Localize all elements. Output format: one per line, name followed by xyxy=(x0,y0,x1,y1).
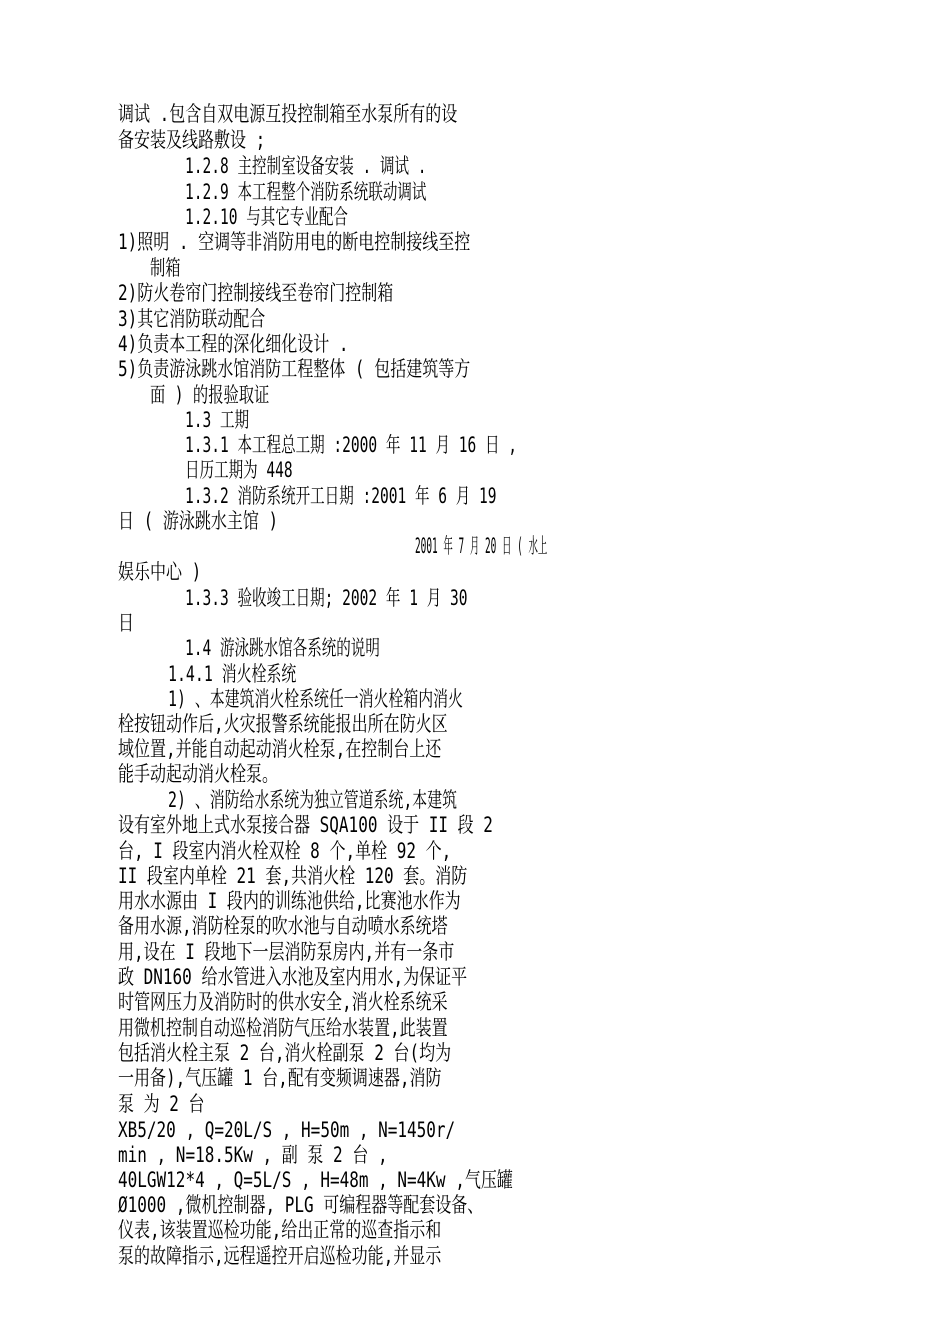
text-line: 2) 、消防给水系统为独立管道系统,本建筑 xyxy=(168,788,457,812)
text-line: 包括消火栓主泵 2 台,消火栓副泵 2 台(均为 xyxy=(118,1041,452,1065)
text-line: 域位置,并能自动起动消火栓泵,在控制台上还 xyxy=(118,737,442,761)
text-line: 能手动起动消火栓泵。 xyxy=(118,762,279,786)
text-line: 娱乐中心 ) xyxy=(118,560,202,584)
text-line: 栓按钮动作后,火灾报警系统能报出所在防火区 xyxy=(118,712,448,736)
text-line: 1.4.1 消火栓系统 xyxy=(168,662,297,686)
text-line: 1.4 游泳跳水馆各系统的说明 xyxy=(185,636,380,660)
text-line: 1.3.2 消防系统开工日期 :2001 年 6 月 19 xyxy=(185,484,497,508)
text-line: 用微机控制自动巡检消防气压给水装置,此装置 xyxy=(118,1016,448,1040)
text-line: 40LGW12*4 , Q=5L/S , H=48m , N=4Kw ,气压罐 xyxy=(118,1168,513,1192)
text-line: 政 DN160 给水管进入水池及室内用水,为保证平 xyxy=(118,965,468,989)
text-line: 备安装及线路敷设 ; xyxy=(118,128,266,152)
text-line: II 段室内单栓 21 套,共消火栓 120 套。消防 xyxy=(118,864,468,888)
text-line: 调试 .包含自双电源互投控制箱至水泵所有的设 xyxy=(118,102,458,126)
text-line: 一用备),气压罐 1 台,配有变频调速器,消防 xyxy=(118,1066,442,1090)
text-line: 设有室外地上式水泵接合器 SQA100 设于 II 段 2 xyxy=(118,813,493,837)
text-line: 泵的故障指示,远程遥控开启巡检功能,并显示 xyxy=(118,1244,442,1268)
text-line: 用,设在 I 段地下一层消防泵房内,并有一条市 xyxy=(118,940,455,964)
text-line: 面 ) 的报验取证 xyxy=(150,383,270,407)
text-line: min , N=18.5Kw , 副 泵 2 台 , xyxy=(118,1143,388,1167)
text-line: 时管网压力及消防时的供水安全,消火栓系统采 xyxy=(118,990,448,1014)
text-line: 1.3.1 本工程总工期 :2000 年 11 月 16 日 , xyxy=(185,433,518,457)
text-line: 1.3.3 验收竣工日期; 2002 年 1 月 30 xyxy=(185,586,468,610)
text-line: 5)负责游泳跳水馆消防工程整体 ( 包括建筑等方 xyxy=(118,357,471,381)
text-line: 2)防火卷帘门控制接线至卷帘门控制箱 xyxy=(118,281,394,305)
text-line: 1) 、本建筑消火栓系统任一消火栓箱内消火 xyxy=(168,687,463,711)
text-line: XB5/20 , Q=20L/S , H=50m , N=1450r/ xyxy=(118,1118,456,1142)
text-line: 1.2.8 主控制室设备安装 . 调试 . xyxy=(185,154,427,178)
text-line: 1)照明 . 空调等非消防用电的断电控制接线至控 xyxy=(118,230,471,254)
text-line: 日历工期为 448 xyxy=(185,458,293,482)
text-line: 仪表,该装置巡检功能,给出正常的巡查指示和 xyxy=(118,1218,442,1242)
text-line: 日 xyxy=(118,611,135,635)
text-line: 备用水源,消防栓泵的吹水池与自动喷水系统塔 xyxy=(118,914,448,938)
text-line: 用水水源由 I 段内的训练池供给,比赛池水作为 xyxy=(118,889,461,913)
text-line: 1.2.10 与其它专业配合 xyxy=(185,205,348,229)
text-line: 1.2.9 本工程整个消防系统联动调试 xyxy=(185,180,427,204)
text-line: 1.3 工期 xyxy=(185,408,250,432)
text-line: 日 ( 游泳跳水主馆 ) xyxy=(118,509,279,533)
text-line: Ø1000 ,微机控制器, PLG 可编程器等配套设备、 xyxy=(118,1193,484,1217)
text-line: 泵 为 2 台 xyxy=(118,1092,205,1116)
text-line: 4)负责本工程的深化细化设计 . xyxy=(118,332,349,356)
text-line: 台, I 段室内消火栓双栓 8 个,单栓 92 个, xyxy=(118,839,452,863)
text-line: 2001 年 7 月 20 日 ( 水上 xyxy=(415,534,548,558)
text-line: 制箱 xyxy=(150,256,181,280)
text-line: 3)其它消防联动配合 xyxy=(118,307,266,331)
